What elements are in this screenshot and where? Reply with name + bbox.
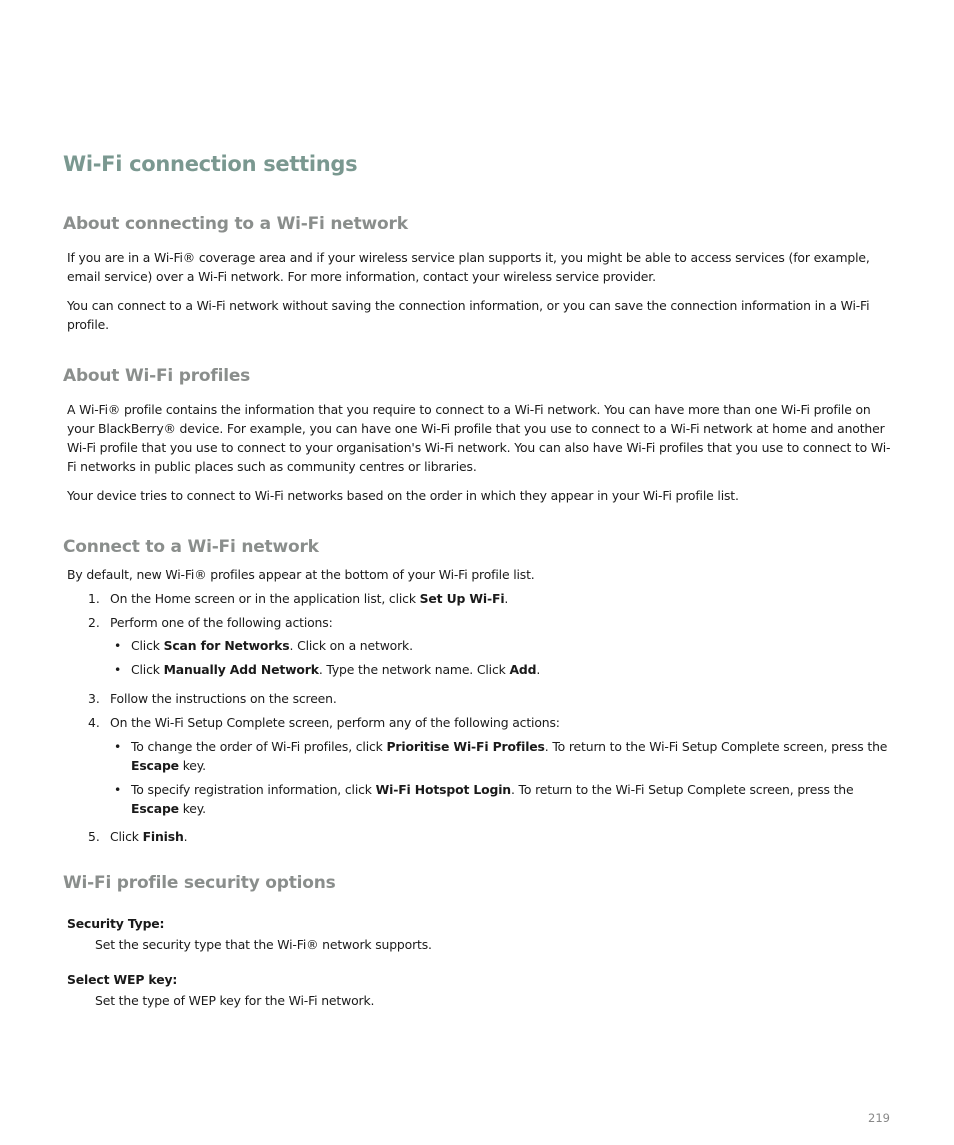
definition-description: Set the security type that the Wi-Fi® network supports. xyxy=(95,937,432,952)
bullet-icon: • xyxy=(114,739,122,754)
step-number: 5. xyxy=(88,829,100,844)
step-4-option: To specify registration information, click Wi-Fi Hotspot Login. To return to the Wi-Fi Setup Complete screen, press the xyxy=(131,782,854,797)
step-number: 3. xyxy=(88,691,100,706)
section-heading-about-connecting: About connecting to a Wi-Fi network xyxy=(63,214,408,234)
bullet-icon: • xyxy=(114,638,122,653)
step-5: Click Finish. xyxy=(110,829,188,844)
bullet-icon: • xyxy=(114,782,122,797)
paragraph: You can connect to a Wi-Fi network without saving the connection information, or you can save the connection information in a Wi-Fi profile. xyxy=(67,298,870,332)
definition-term: Security Type: xyxy=(67,916,165,931)
procedure-intro: By default, new Wi-Fi® profiles appear at the bottom of your Wi-Fi profile list. xyxy=(67,567,535,582)
paragraph: If you are in a Wi-Fi® coverage area and if your wireless service plan supports it, you might be able to access services (for example, email service) over a Wi-Fi network. For more information, contact your wireless service provider. xyxy=(67,250,870,284)
page-title: Wi-Fi connection settings xyxy=(63,152,358,176)
step-2-option: Click Manually Add Network. Type the network name. Click Add. xyxy=(131,662,541,677)
section-heading-about-profiles: About Wi-Fi profiles xyxy=(63,366,251,386)
definition-description: Set the type of WEP key for the Wi-Fi network. xyxy=(95,993,375,1008)
section-heading-connect: Connect to a Wi-Fi network xyxy=(63,537,319,557)
step-4-option-continued: Escape key. xyxy=(131,758,206,773)
page-number: 219 xyxy=(868,1111,890,1125)
paragraph: Your device tries to connect to Wi-Fi networks based on the order in which they appear in your Wi-Fi profile list. xyxy=(67,488,739,503)
paragraph: A Wi-Fi® profile contains the information that you require to connect to a Wi-Fi network. You can have more than one Wi-Fi profile on your BlackBerry® device. For example, you can have one Wi-Fi profile that you use to connect to a Wi-Fi network at home and another Wi-Fi profile that you use to connect to your organisation's Wi-Fi network. You can also have Wi-Fi profiles that you use to connect to Wi-Fi networks in public places such as community centres or libraries. xyxy=(67,402,891,474)
step-4-option: To change the order of Wi-Fi profiles, click Prioritise Wi-Fi Profiles. To return to the Wi-Fi Setup Complete screen, press the xyxy=(131,739,888,754)
bullet-icon: • xyxy=(114,662,122,677)
step-number: 1. xyxy=(88,591,100,606)
step-2: Perform one of the following actions: xyxy=(110,615,333,630)
step-number: 2. xyxy=(88,615,100,630)
step-4-option-continued: Escape key. xyxy=(131,801,206,816)
step-2-option: Click Scan for Networks. Click on a network. xyxy=(131,638,413,653)
step-1: On the Home screen or in the application list, click Set Up Wi-Fi. xyxy=(110,591,509,606)
step-4: On the Wi-Fi Setup Complete screen, perform any of the following actions: xyxy=(110,715,560,730)
step-number: 4. xyxy=(88,715,100,730)
section-heading-security-options: Wi-Fi profile security options xyxy=(63,873,336,893)
definition-term: Select WEP key: xyxy=(67,972,178,987)
step-3: Follow the instructions on the screen. xyxy=(110,691,337,706)
